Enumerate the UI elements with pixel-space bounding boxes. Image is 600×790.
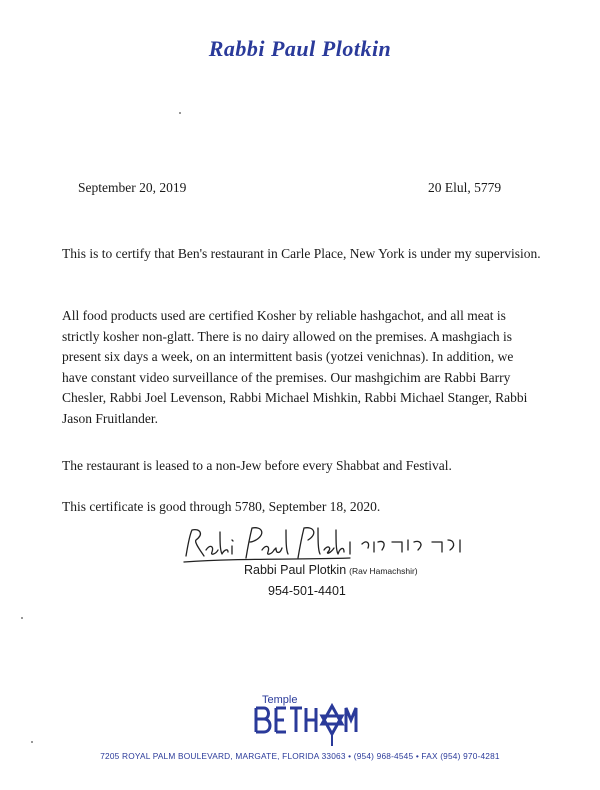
gregorian-date: September 20, 2019: [78, 180, 187, 195]
validity-paragraph: This certificate is good through 5780, September 18, 2020.: [62, 499, 381, 514]
certification-paragraph: This is to certify that Ben's restaurant in Carle Place, New York is under my supervision.: [62, 246, 541, 261]
supervision-details-paragraph: All food products used are certified Kosher by reliable hashgachot, and all meat is strictly kosher non-glatt. There is no dairy allowed on the premises. A mashgiach is present six days a week, on an intermittent basis (yotzei venichnas). In addition, we have constant video surveillance of the premises. Our mashgichim are Rabbi Barry Chesler, Rabbi Joel Levenson, Rabbi Michael Mishkin, Rabbi Michael Stanger, Rabbi Jason Fruitlander.: [62, 308, 528, 426]
lease-paragraph: The restaurant is leased to a non-Jew before every Shabbat and Festival.: [62, 458, 452, 473]
signatory-phone: 954-501-4401: [268, 584, 346, 598]
temple-beth-am-logo: [240, 690, 360, 750]
paper-speck: [179, 112, 181, 114]
paper-speck: [31, 741, 33, 743]
paper-speck: [21, 617, 23, 619]
letterhead-name: Rabbi Paul Plotkin: [208, 36, 392, 61]
letterhead-footer-address: 7205 ROYAL PALM BOULEVARD, MARGATE, FLORIDA 33063 • (954) 968-4545 • FAX (954) 970-4281: [100, 751, 500, 761]
signatory-title: (Rav Hamachshir): [349, 566, 418, 576]
handwritten-signature: [180, 520, 470, 568]
svg-text:Temple: Temple: [262, 694, 298, 706]
signatory-name: Rabbi Paul Plotkin: [244, 563, 347, 577]
signatory-block: [244, 563, 418, 577]
hebrew-date: 20 Elul, 5779: [428, 180, 502, 195]
